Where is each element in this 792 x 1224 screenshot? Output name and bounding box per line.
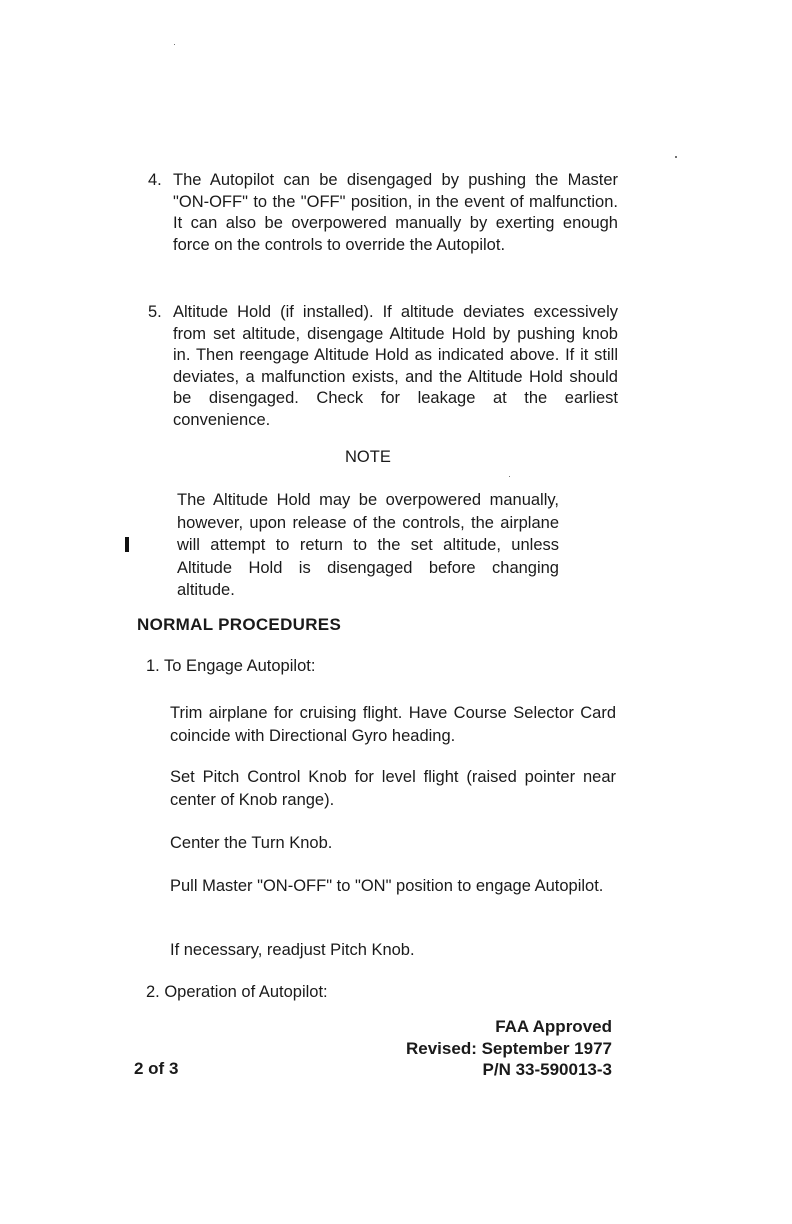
page-number: 2 of 3 — [134, 1059, 179, 1078]
note-text: The Altitude Hold may be overpowered manually, however, upon release of the controls, the airplane will attempt to return to the set altitude, unless Altitude Hold is disengaged before changing altitude. — [177, 491, 559, 599]
item-text: The Autopilot can be disengaged by pushing the Master "ON-OFF" to the "OFF" position, in the event of malfunction. It can also be overpowered manually by exerting enough force on the controls to override the Autopilot. — [173, 171, 618, 254]
list-item-5 — [148, 302, 618, 431]
procedure-paragraph: Trim airplane for cruising flight. Have Course Selector Card coincide with Directional Gyro heading. — [170, 704, 616, 745]
procedure-paragraph: Pull Master "ON-OFF" to "ON" position to engage Autopilot. — [170, 877, 604, 895]
faa-approved: FAA Approved — [495, 1017, 612, 1036]
revision-change-bar — [125, 537, 129, 552]
item-text: Altitude Hold (if installed). If altitude deviates excessively from set altitude, disengage Altitude Hold by pushing knob in. Then reengage Altitude Hold as indicated above. If it still deviates, a malfunction exists, and the Altitude Hold should be disengaged. Check for leakage at the earliest convenience. — [173, 303, 618, 429]
procedure-step-1: 1. To Engage Autopilot: — [146, 657, 316, 675]
note-heading: NOTE — [345, 448, 391, 466]
item-number: 4. — [148, 171, 162, 189]
revised-date: Revised: September 1977 — [406, 1038, 612, 1058]
scan-speck — [509, 476, 510, 477]
list-item-4 — [148, 170, 618, 256]
footer-approval-block — [406, 1016, 612, 1081]
item-number: 5. — [148, 303, 162, 321]
procedure-paragraph: Center the Turn Knob. — [170, 834, 333, 852]
procedure-step-2: 2. Operation of Autopilot: — [146, 983, 328, 1001]
procedure-paragraph: If necessary, readjust Pitch Knob. — [170, 941, 415, 959]
part-number: P/N 33-590013-3 — [482, 1060, 612, 1079]
section-title: NORMAL PROCEDURES — [137, 615, 342, 634]
scan-speck — [174, 44, 175, 45]
scan-speck — [675, 156, 677, 158]
procedure-paragraph: Set Pitch Control Knob for level flight (raised pointer near center of Knob range). — [170, 768, 616, 809]
